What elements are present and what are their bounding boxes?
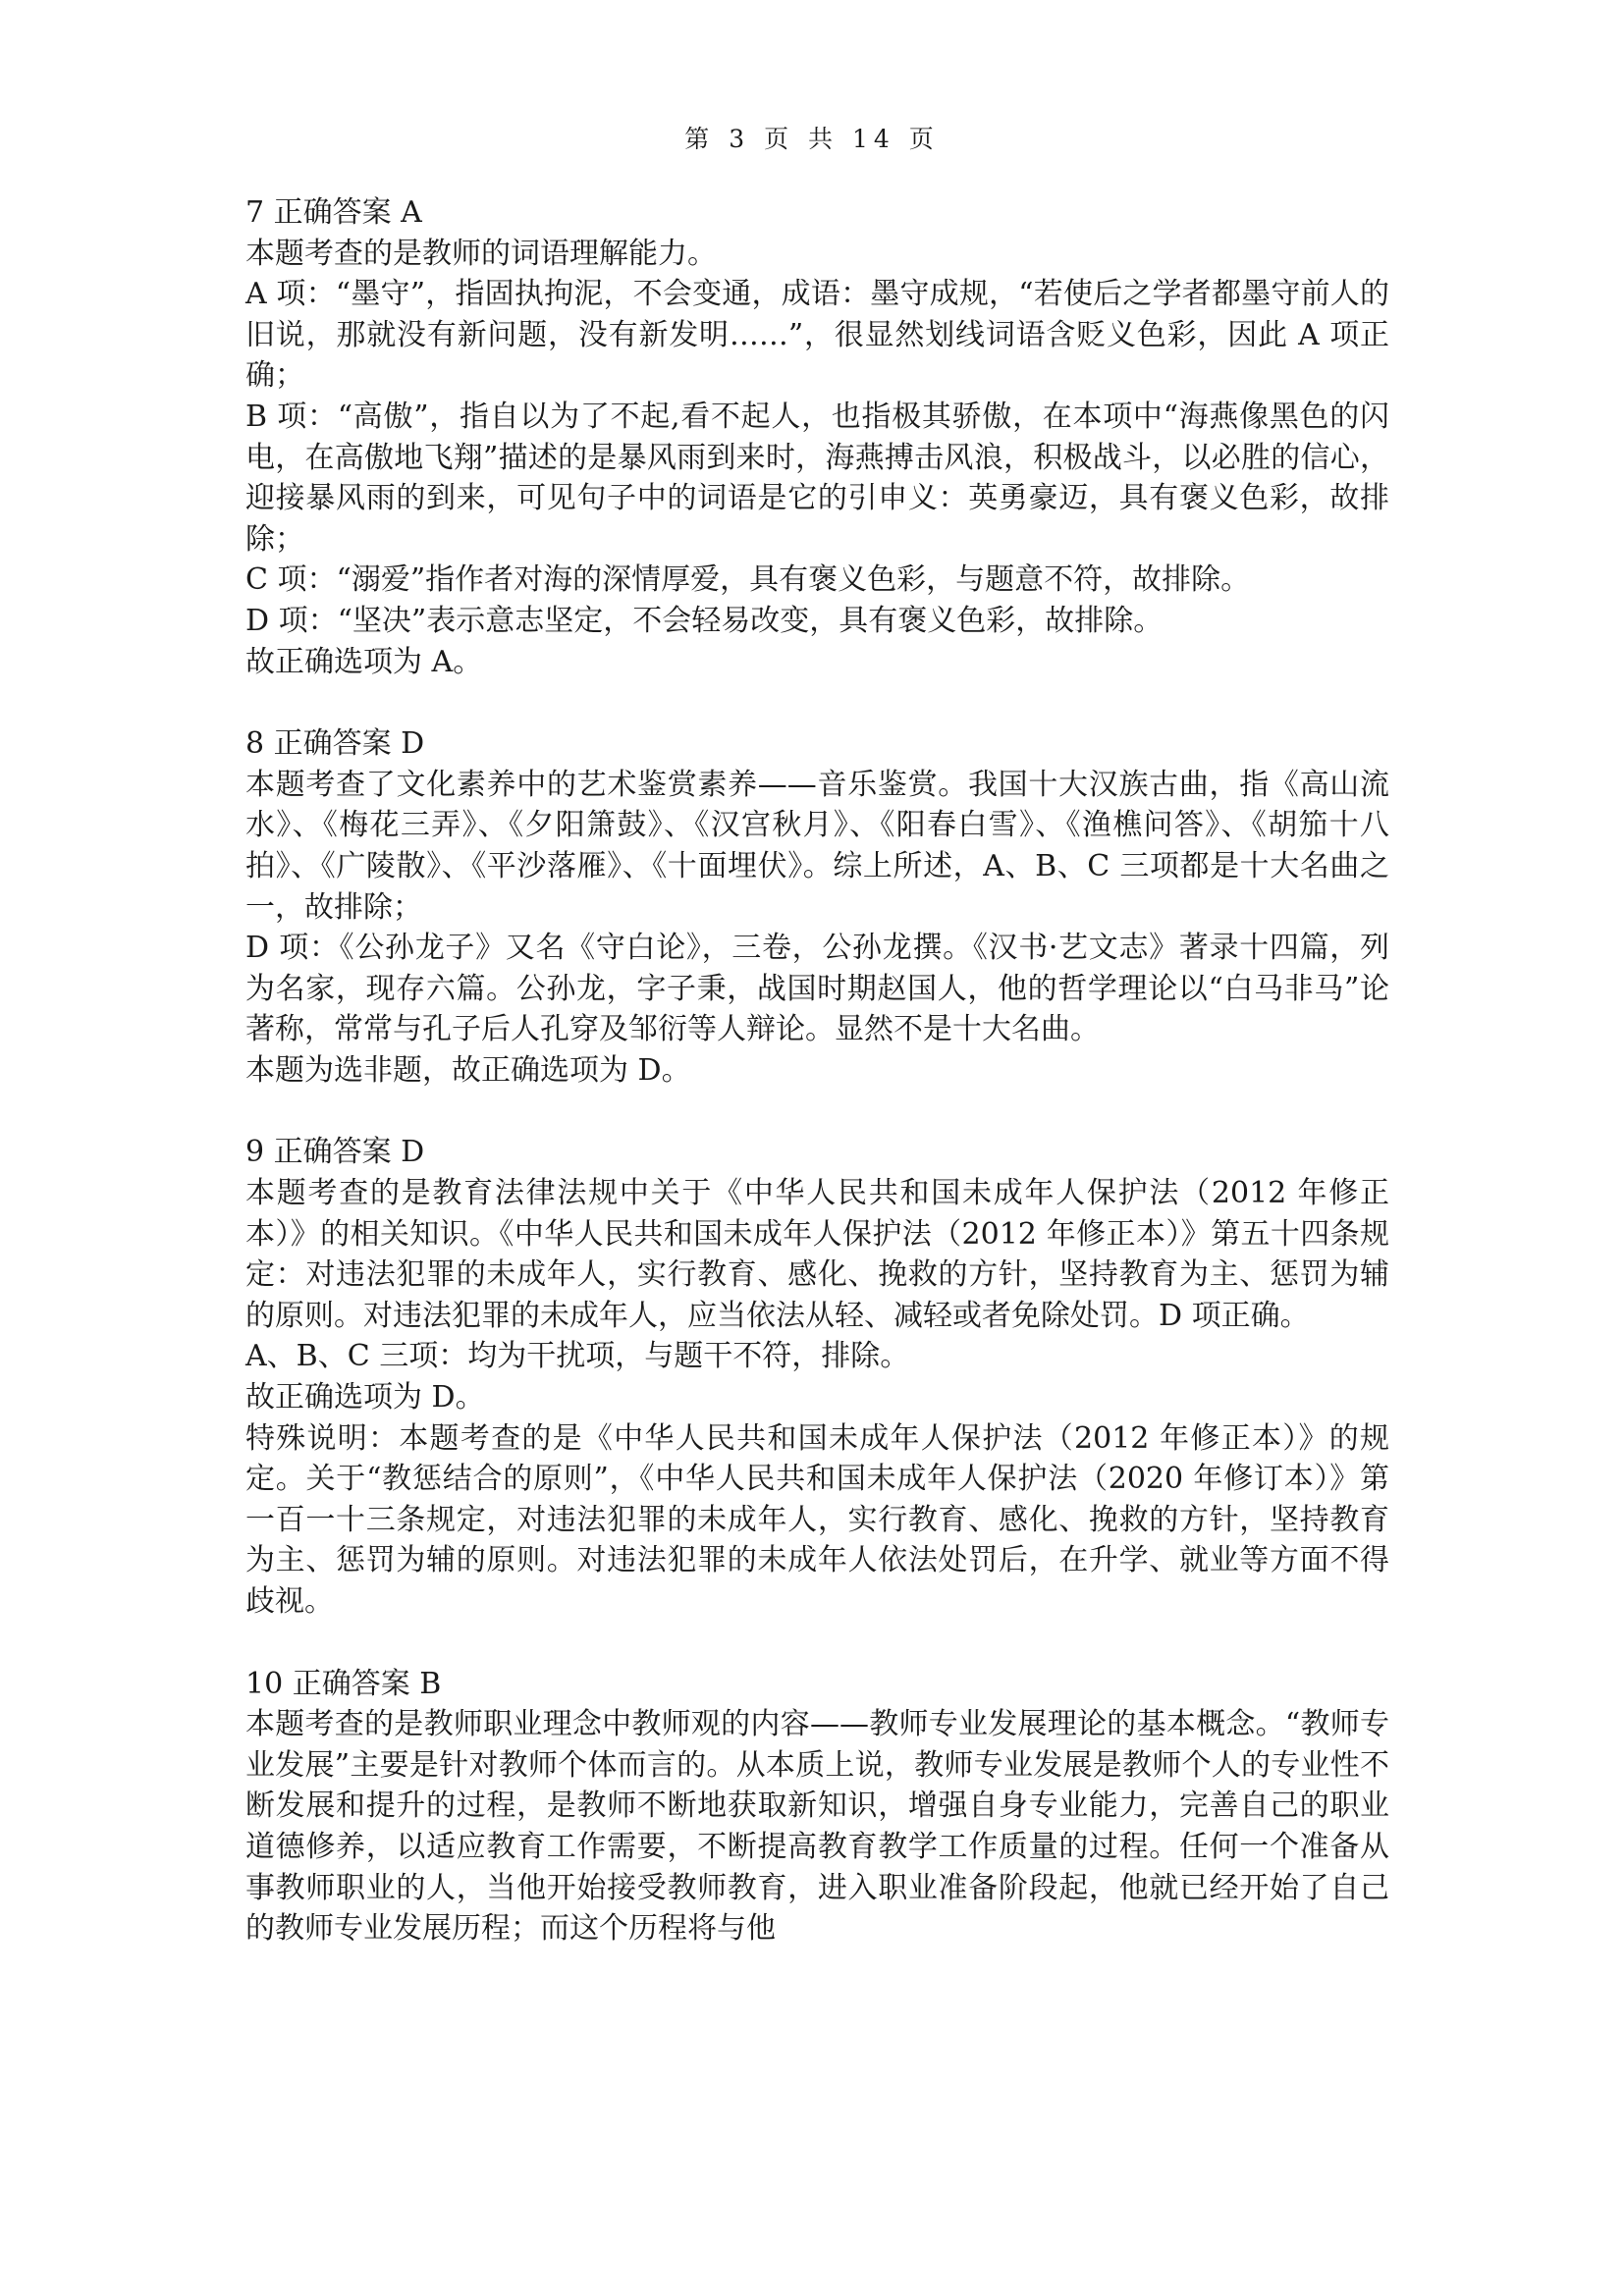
explanation-paragraph: 本题考查的是教师职业理念中教师观的内容——教师专业发展理论的基本概念。“教师专业发展”主要是针对教师个体而言的。从本质上说，教师专业发展是教师个人的专业性不断发展和提升的过程，是教师不断地获取新知识，增强自身专业能力，完善自己的职业道德修养，以适应教育工作需要，不断提高教育教学工作质量的过程。任何一个准备从事教师职业的人，当他开始接受教师教育，进入职业准备阶段起，他就已经开始了自己的教师专业发展历程；而这个历程将与他 xyxy=(245,1707,1389,1947)
conclusion-paragraph: 本题为选非题，故正确选项为 D。 xyxy=(245,1052,691,1088)
special-note-paragraph: 特殊说明：本题考查的是《中华人民共和国未成年人保护法（2012 年修正本）》的规定。关于“教惩结合的原则”，《中华人民共和国未成年人保护法（2020 年修订本）》第一百一十三条规定，对违法犯罪的未成年人，实行教育、感化、挽救的方针，坚持教育为主、惩罚为辅的原则。对违法犯罪的未成年人依法处罚后，在升学、就业等方面不得歧视。 xyxy=(245,1420,1389,1619)
explanation-paragraph: B 项：“高傲”，指自以为了不起,看不起人，也指极其骄傲，在本项中“海燕像黑色的闪电，在高傲地飞翔”描述的是暴风雨到来时，海燕搏击风浪，积极战斗，以必胜的信心，迎接暴风雨的到来，可见句子中的词语是它的引申义：英勇豪迈，具有褒义色彩，故排除； xyxy=(245,399,1389,557)
explanation-paragraph: D 项：“坚决”表示意志坚定，不会轻易改变，具有褒义色彩，故排除。 xyxy=(245,603,1164,638)
answer-heading: 7 正确答案 A xyxy=(245,195,422,230)
explanation-paragraph: D 项：《公孙龙子》又名《守白论》，三卷，公孙龙撰。《汉书·艺文志》著录十四篇，列为名家，现存六篇。公孙龙，字子秉，战国时期赵国人，他的哲学理论以“白马非马”论著称，常常与孔子后人孔穿及邹衍等人辩论。显然不是十大名曲。 xyxy=(245,931,1389,1047)
explanation-paragraph: 本题考查的是教育法律法规中关于《中华人民共和国未成年人保护法（2012 年修正本）》的相关知识。《中华人民共和国未成年人保护法（2012 年修正本）》第五十四条规定：对违法犯罪的未成年人，实行教育、感化、挽救的方针，坚持教育为主、惩罚为辅的原则。对违法犯罪的未成年人，应当依法从轻、减轻或者免除处罚。D 项正确。 xyxy=(245,1176,1389,1333)
answer-heading: 8 正确答案 D xyxy=(245,726,425,762)
page-number-header: 第 3 页 共 14 页 xyxy=(684,125,940,153)
answer-heading: 9 正确答案 D xyxy=(245,1135,425,1170)
answer-explanations xyxy=(245,192,1389,1991)
explanation-paragraph: A 项：“墨守”，指固执拘泥，不会变通，成语：墨守成规，“若使后之学者都墨守前人的旧说，那就没有新问题，没有新发明……”，很显然划线词语含贬义色彩，因此 A 项正确； xyxy=(245,277,1389,394)
answer-section-7 xyxy=(245,192,1389,682)
explanation-paragraph: 本题考查的是教师的词语理解能力。 xyxy=(245,236,717,271)
explanation-paragraph: C 项：“溺爱”指作者对海的深情厚爱，具有褒义色彩，与题意不符，故排除。 xyxy=(245,562,1251,598)
answer-heading: 10 正确答案 B xyxy=(245,1666,442,1701)
explanation-paragraph: A、B、C 三项：均为干扰项，与题干不符，排除。 xyxy=(245,1339,910,1374)
answer-section-9 xyxy=(245,1132,1389,1622)
conclusion-paragraph: 故正确选项为 D。 xyxy=(245,1380,485,1415)
answer-section-8 xyxy=(245,723,1389,1091)
conclusion-paragraph: 故正确选项为 A。 xyxy=(245,644,483,679)
explanation-paragraph: 本题考查了文化素养中的艺术鉴赏素养——音乐鉴赏。我国十大汉族古曲，指《高山流水》、《梅花三弄》、《夕阳箫鼓》、《汉宫秋月》、《阳春白雪》、《渔樵问答》、《胡笳十八拍》、《广陵散》、《平沙落雁》、《十面埋伏》。综上所述，A、B、C 三项都是十大名曲之一，故排除； xyxy=(245,767,1389,925)
answer-section-10 xyxy=(245,1664,1389,1949)
